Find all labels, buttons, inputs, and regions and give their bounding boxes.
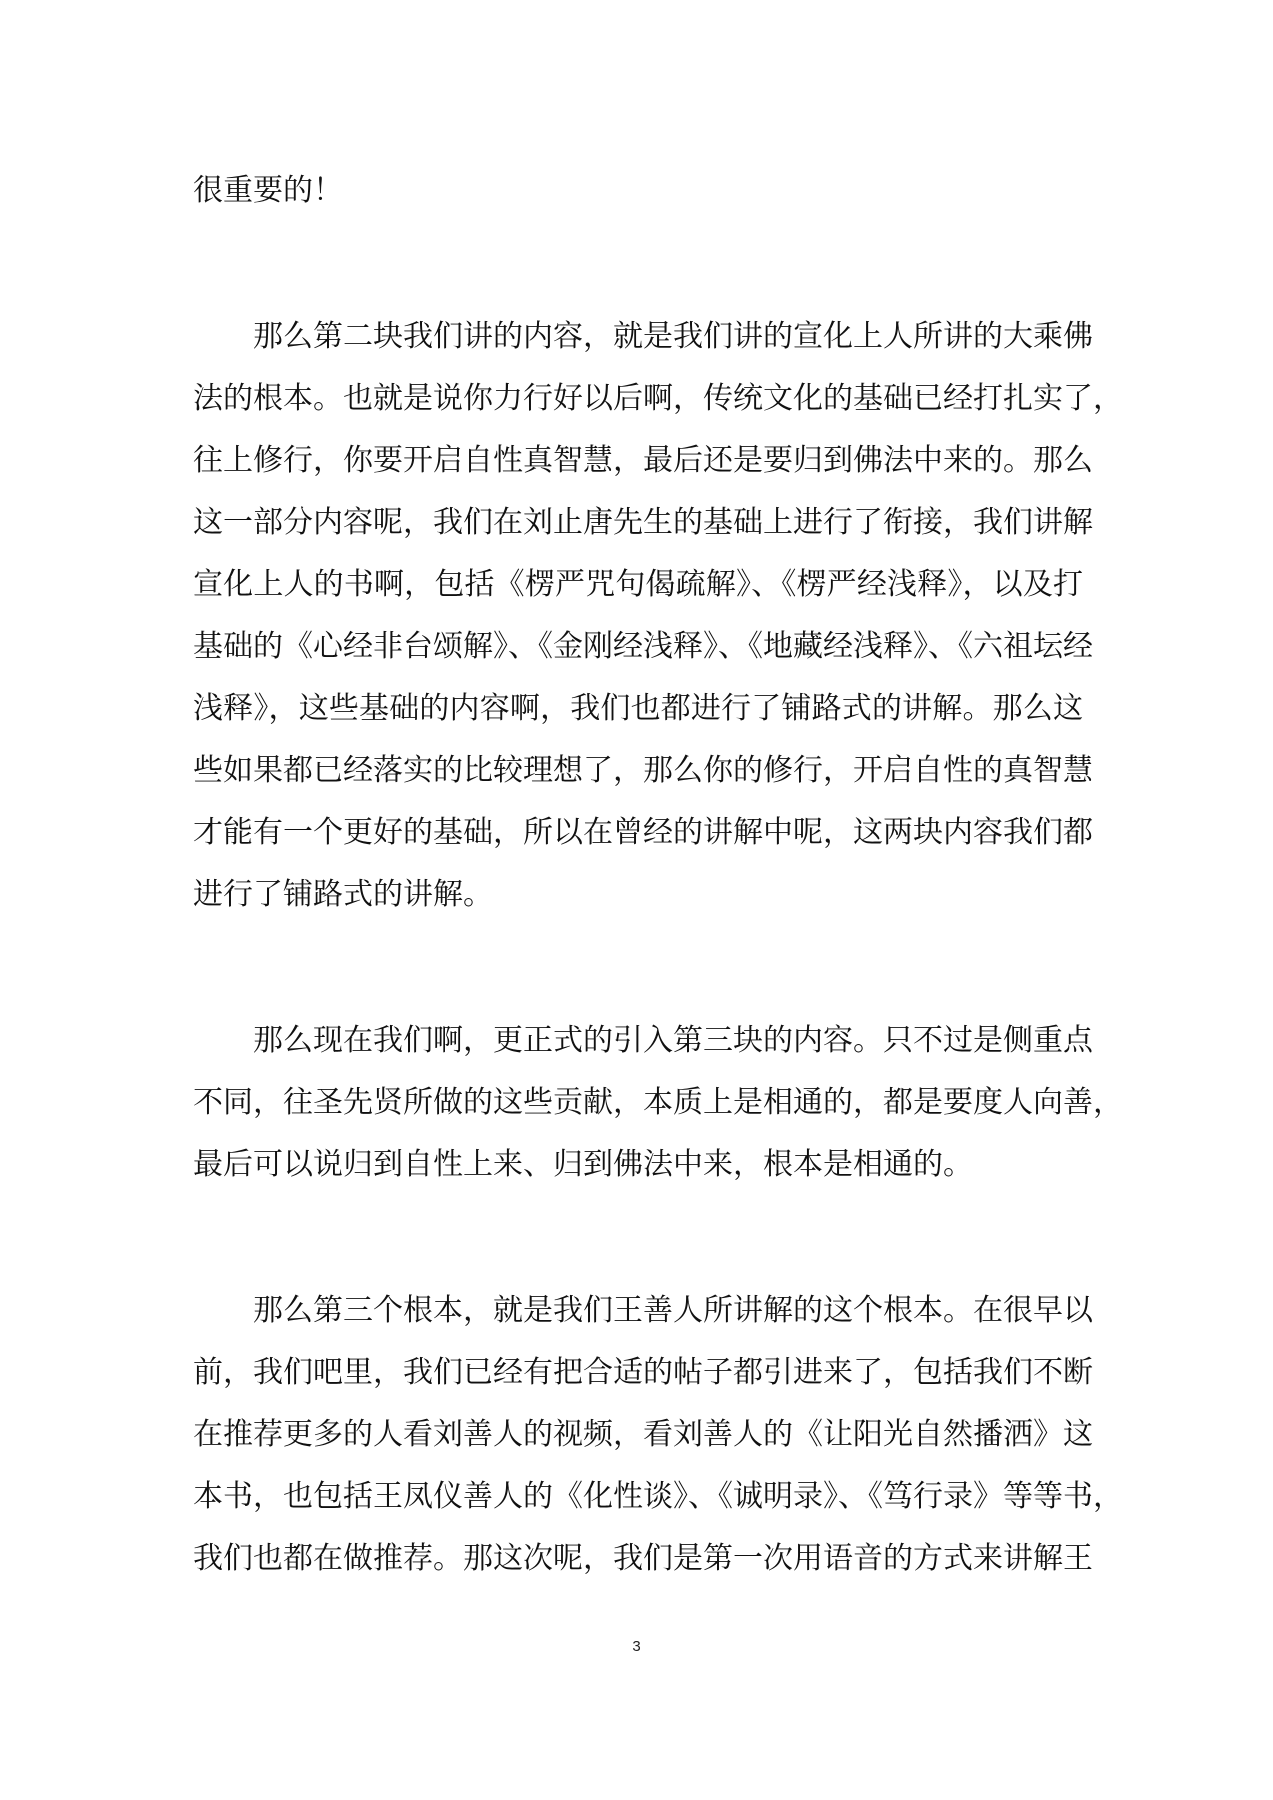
text-line: 进行了铺路式的讲解。 (193, 877, 493, 912)
text-line: 在推荐更多的人看刘善人的视频，看刘善人的《让阳光自然播洒》这 (193, 1417, 1093, 1452)
paragraph (193, 1010, 1123, 1196)
paragraph-gap (193, 926, 1083, 1010)
page-number: 3 (632, 1638, 641, 1655)
text-line: 前，我们吧里，我们已经有把合适的帖子都引进来了，包括我们不断 (193, 1355, 1093, 1390)
text-line: 那么第三个根本，就是我们王善人所讲解的这个根本。在很早以 (253, 1293, 1093, 1328)
text-line: 基础的《心经非台颂解》、《金刚经浅释》、《地藏经浅释》、《六祖坛经 (193, 629, 1093, 664)
text-line: 那么第二块我们讲的内容，就是我们讲的宣化上人所讲的大乘佛 (253, 319, 1093, 354)
text-line: 不同，往圣先贤所做的这些贡献，本质上是相通的，都是要度人向善， (193, 1085, 1123, 1120)
text-line: 本书，也包括王凤仪善人的《化性谈》、《诚明录》、《笃行录》等等书， (193, 1479, 1123, 1514)
text-line: 往上修行，你要开启自性真智慧，最后还是要归到佛法中来的。那么 (193, 443, 1093, 478)
text-line: 些如果都已经落实的比较理想了，那么你的修行，开启自性的真智慧 (193, 753, 1093, 788)
text-line: 法的根本。也就是说你力行好以后啊，传统文化的基础已经打扎实了， (193, 381, 1123, 416)
text-line: 才能有一个更好的基础，所以在曾经的讲解中呢，这两块内容我们都 (193, 815, 1093, 850)
text-line: 最后可以说归到自性上来、归到佛法中来，根本是相通的。 (193, 1147, 973, 1182)
text-line: 我们也都在做推荐。那这次呢，我们是第一次用语音的方式来讲解王 (193, 1541, 1093, 1576)
paragraph-gap (193, 222, 1083, 306)
text-line: 宣化上人的书啊，包括《楞严咒句偈疏解》、《楞严经浅释》，以及打 (193, 567, 1083, 602)
text-line: 那么现在我们啊，更正式的引入第三块的内容。只不过是侧重点 (253, 1023, 1093, 1058)
text-line: 很重要的！ (193, 173, 343, 208)
paragraph (193, 1280, 1123, 1590)
paragraph (193, 306, 1123, 926)
body-text (193, 160, 1123, 1590)
text-line: 这一部分内容呢，我们在刘止唐先生的基础上进行了衔接，我们讲解 (193, 505, 1093, 540)
paragraph-gap (193, 1196, 1083, 1280)
text-line: 浅释》，这些基础的内容啊，我们也都进行了铺路式的讲解。那么这 (193, 691, 1083, 726)
